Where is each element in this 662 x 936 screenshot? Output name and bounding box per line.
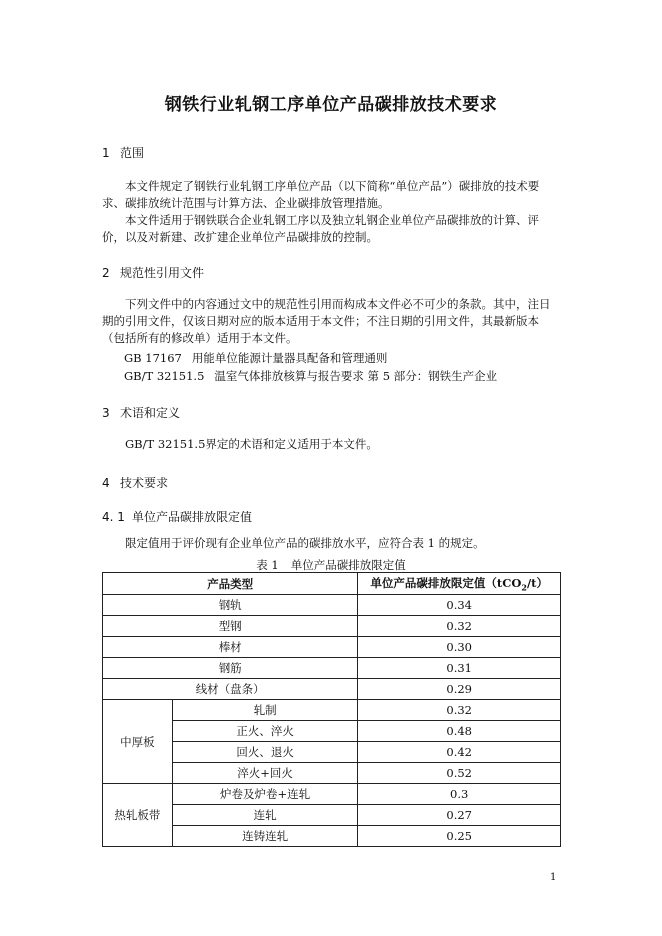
section-title: 技术要求	[120, 476, 169, 490]
product-cell: 棒材	[103, 637, 358, 658]
limit-value-cell: 0.27	[358, 805, 561, 826]
section-number: 1	[102, 146, 110, 160]
product-cell: 线材（盘条）	[103, 679, 358, 700]
product-cell: 回火、退火	[172, 742, 358, 763]
reference-code: GB/T 32151.5	[124, 369, 205, 383]
limit-value-cell: 0.34	[358, 595, 561, 616]
document-title: 钢铁行业轧钢工序单位产品碳排放技术要求	[164, 95, 498, 115]
section-3-heading	[102, 404, 180, 421]
section-title: 范围	[120, 146, 145, 160]
limit-value-cell: 0.31	[358, 658, 561, 679]
limit-value-cell: 0.42	[358, 742, 561, 763]
table-row	[103, 637, 561, 658]
table-caption-text: 单位产品碳排放限定值	[290, 558, 406, 572]
section-1-paragraph-2: 本文件适用于钢铁联合企业轧钢工序以及独立轧钢企业单位产品碳排放的计算、评价，以及对新建、改扩建企业单位产品碳排放的控制。	[102, 213, 539, 244]
table-caption-number: 表 1	[256, 558, 279, 572]
section-number: 3	[102, 406, 110, 420]
header-limit-value: 单位产品碳排放限定值（tCO$_2$/t）	[358, 573, 561, 595]
header-product-type: 产品类型	[103, 573, 358, 595]
table-row	[103, 679, 561, 700]
product-cell: 钢筋	[103, 658, 358, 679]
group-cell: 中厚板	[103, 700, 173, 784]
section-4-heading	[102, 474, 168, 491]
table-row	[103, 700, 561, 721]
section-number: 2	[102, 266, 110, 280]
section-1-paragraph-1: 本文件规定了钢铁行业轧钢工序单位产品（以下简称“单位产品”）碳排放的技术要求、碳排放统计范围与计算方法、企业碳排放管理措施。	[102, 179, 540, 210]
normative-reference	[124, 368, 497, 384]
table-header-row	[103, 573, 561, 595]
section-2-paragraph-1: 下列文件中的内容通过文中的规范性引用而构成本文件必不可少的条款。其中，注日期的引用文件，仅该日期对应的版本适用于本文件；不注日期的引用文件，其最新版本（包括所有的修改单）适用于本文件。	[102, 297, 551, 345]
table-row	[103, 616, 561, 637]
reference-code: GB 17167	[124, 351, 182, 365]
section-1-heading	[102, 144, 144, 161]
product-cell: 型钢	[103, 616, 358, 637]
table-row	[103, 658, 561, 679]
normative-reference	[124, 350, 387, 366]
limit-value-cell: 0.48	[358, 721, 561, 742]
section-number: 4	[102, 476, 110, 490]
limit-value-cell: 0.29	[358, 679, 561, 700]
product-cell: 连轧	[172, 805, 358, 826]
product-cell: 淬火+回火	[172, 763, 358, 784]
group-cell: 热轧板带	[103, 784, 173, 847]
product-cell: 正火、淬火	[172, 721, 358, 742]
subsection-title: 单位产品碳排放限定值	[132, 510, 253, 524]
limit-value-cell: 0.25	[358, 826, 561, 847]
limit-value-cell: 0.52	[358, 763, 561, 784]
page-number: 1	[550, 872, 557, 883]
subsection-number: 4. 1	[102, 510, 125, 524]
product-cell: 轧制	[172, 700, 358, 721]
limit-value-cell: 0.3	[358, 784, 561, 805]
limit-value-cell: 0.30	[358, 637, 561, 658]
carbon-limits-table	[102, 572, 561, 847]
product-cell: 连铸连轧	[172, 826, 358, 847]
section-title: 术语和定义	[120, 406, 181, 420]
product-cell: 炉卷及炉卷+连轧	[172, 784, 358, 805]
section-3-paragraph-1: GB/T 32151.5界定的术语和定义适用于本文件。	[125, 437, 378, 451]
table-caption	[0, 557, 662, 573]
section-4-paragraph-1: 限定值用于评价现有企业单位产品的碳排放水平，应符合表 1 的规定。	[125, 536, 485, 550]
reference-name: 温室气体排放核算与报告要求 第 5 部分：钢铁生产企业	[214, 369, 498, 383]
table-row	[103, 784, 561, 805]
section-2-heading	[102, 264, 204, 281]
section-title: 规范性引用文件	[120, 266, 205, 280]
limit-value-cell: 0.32	[358, 700, 561, 721]
subsection-4-1-heading	[102, 508, 252, 525]
table-row	[103, 595, 561, 616]
limit-value-cell: 0.32	[358, 616, 561, 637]
reference-name: 用能单位能源计量器具配备和管理通则	[191, 351, 388, 365]
product-cell: 钢轨	[103, 595, 358, 616]
